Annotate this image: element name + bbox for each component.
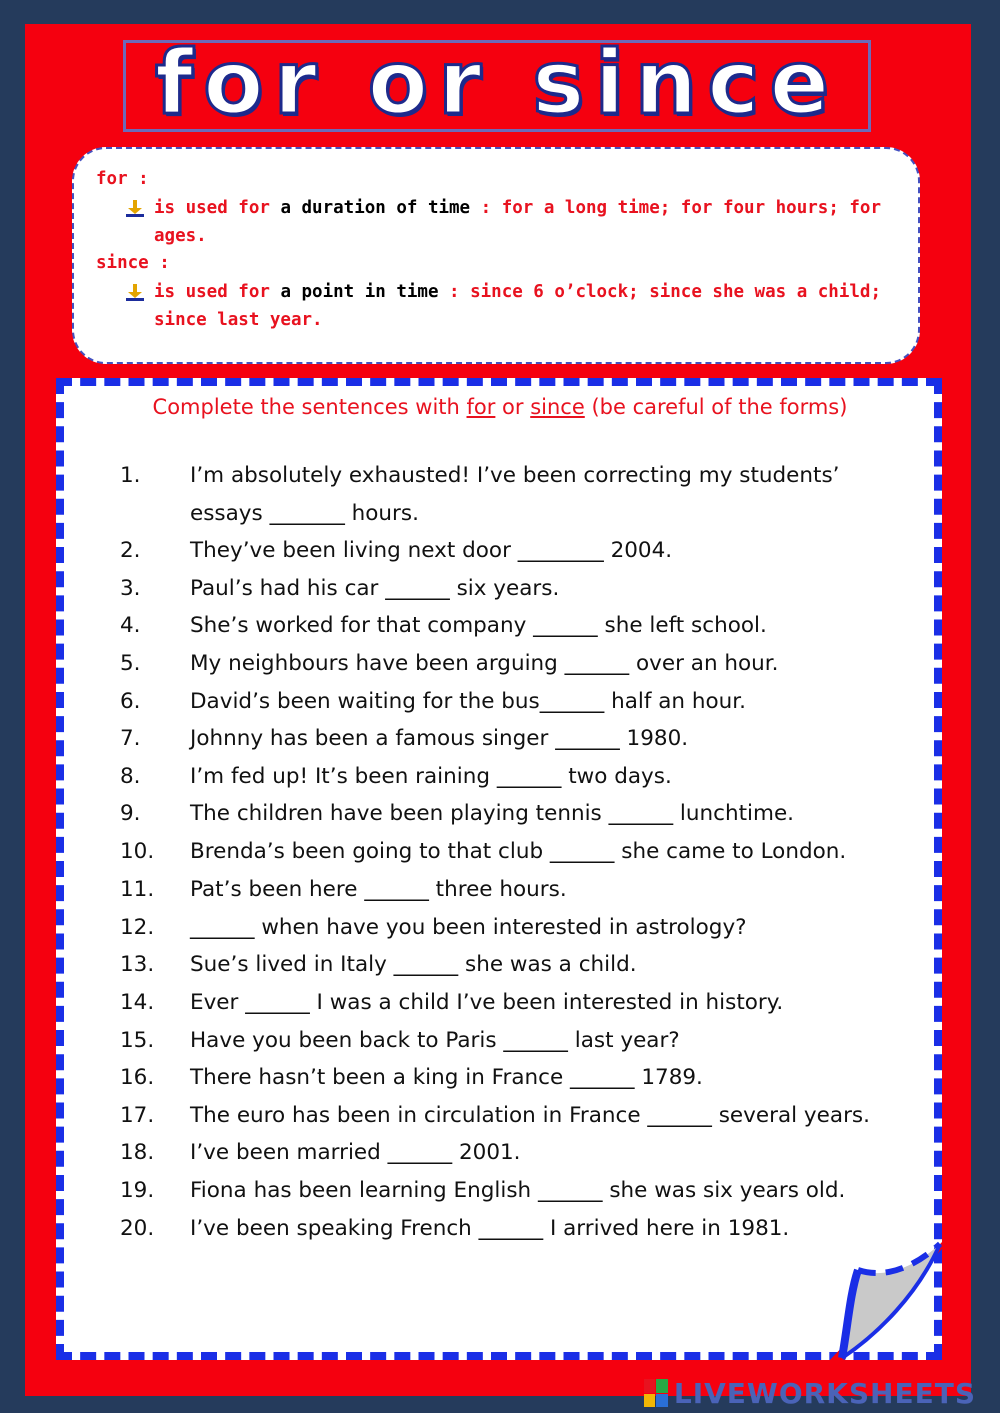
exercise-box [56,378,942,1360]
instruction-for: for [466,395,496,419]
question-number: 7. [120,726,141,751]
question-text: Johnny has been a famous singer ______ 1980. [190,726,689,751]
question-number: 15. [120,1028,155,1053]
question-text: I’m absolutely exhausted! I’ve been correcting my students’ [190,463,840,488]
question-text: I’ve been married ______ 2001. [190,1140,521,1165]
rule-line-for [126,194,898,250]
bullet-arrow-icon [126,200,144,218]
rule-for-part-3: : for a long time; for four hours; for ages. [154,198,881,246]
question-text: My neighbours have been arguing ______ over an hour. [190,651,779,676]
rule-since-part-3: : since 6 o’clock; since she was a child; since last year. [154,282,881,330]
question-number: 9. [120,801,141,826]
watermark [644,1374,976,1412]
instruction-before: Complete the sentences with [152,395,467,419]
rule-line-since [126,278,898,334]
rule-text-since [126,278,898,334]
question-number: 5. [120,651,141,676]
question-number: 12. [120,915,155,940]
question-text: ______ when have you been interested in astrology? [190,915,747,940]
page-curl-icon [828,1234,948,1362]
rule-since-part-1: is used for [154,282,281,302]
question-number: 10. [120,839,155,864]
question-number: 18. [120,1140,155,1165]
question-text: David’s been waiting for the bus______ half an hour. [190,689,746,714]
instruction-after: (be careful of the forms) [584,395,848,419]
question-text: I’ve been speaking French ______ I arrived here in 1981. [190,1216,790,1241]
watermark-text: LIVEWORKSHEETS [673,1376,976,1410]
question-number: 4. [120,613,141,638]
instruction [0,395,1000,419]
rules-box [72,147,920,364]
question-text: They’ve been living next door ________ 2004. [190,538,673,563]
question-number: 1. [120,463,141,488]
question-number: 8. [120,764,141,789]
rule-text-for [126,194,898,250]
question-number: 3. [120,576,141,601]
question-number: 13. [120,952,155,977]
question-number: 11. [120,877,155,902]
question-text: Sue’s lived in Italy ______ she was a child. [190,952,637,977]
page-title: for or since [154,31,840,134]
question-text-continued: essays _______ hours. [190,501,419,526]
question-text: Ever ______ I was a child I’ve been interested in history. [190,990,784,1015]
liveworksheets-logo-icon [644,1379,668,1407]
question-text: Paul’s had his car ______ six years. [190,576,560,601]
bullet-arrow-icon [126,284,144,302]
instruction-or: or [495,395,531,419]
instruction-since: since [530,395,585,419]
question-text: Have you been back to Paris ______ last year? [190,1028,680,1053]
rule-since-part-2: a point in time [280,282,439,302]
question-text: The euro has been in circulation in France ______ several years. [190,1103,870,1128]
question-number: 19. [120,1178,155,1203]
question-number: 6. [120,689,141,714]
question-text: I’m fed up! It’s been raining ______ two days. [190,764,672,789]
question-text: There hasn’t been a king in France ______ 1789. [190,1065,703,1090]
question-number: 2. [120,538,141,563]
question-number: 14. [120,990,155,1015]
question-text: Pat’s been here ______ three hours. [190,877,567,902]
question-text: She’s worked for that company ______ she left school. [190,613,767,638]
rule-head-since: since : [96,253,170,273]
rule-for-part-1: is used for [154,198,281,218]
rule-for-part-2: a duration of time [280,198,471,218]
rule-head-for: for : [96,169,149,189]
question-number: 16. [120,1065,155,1090]
question-text: Fiona has been learning English ______ she was six years old. [190,1178,846,1203]
question-text: Brenda’s been going to that club ______ she came to London. [190,839,847,864]
question-number: 20. [120,1216,155,1241]
question-number: 17. [120,1103,155,1128]
question-text: The children have been playing tennis ______ lunchtime. [190,801,795,826]
title-box [123,31,871,134]
